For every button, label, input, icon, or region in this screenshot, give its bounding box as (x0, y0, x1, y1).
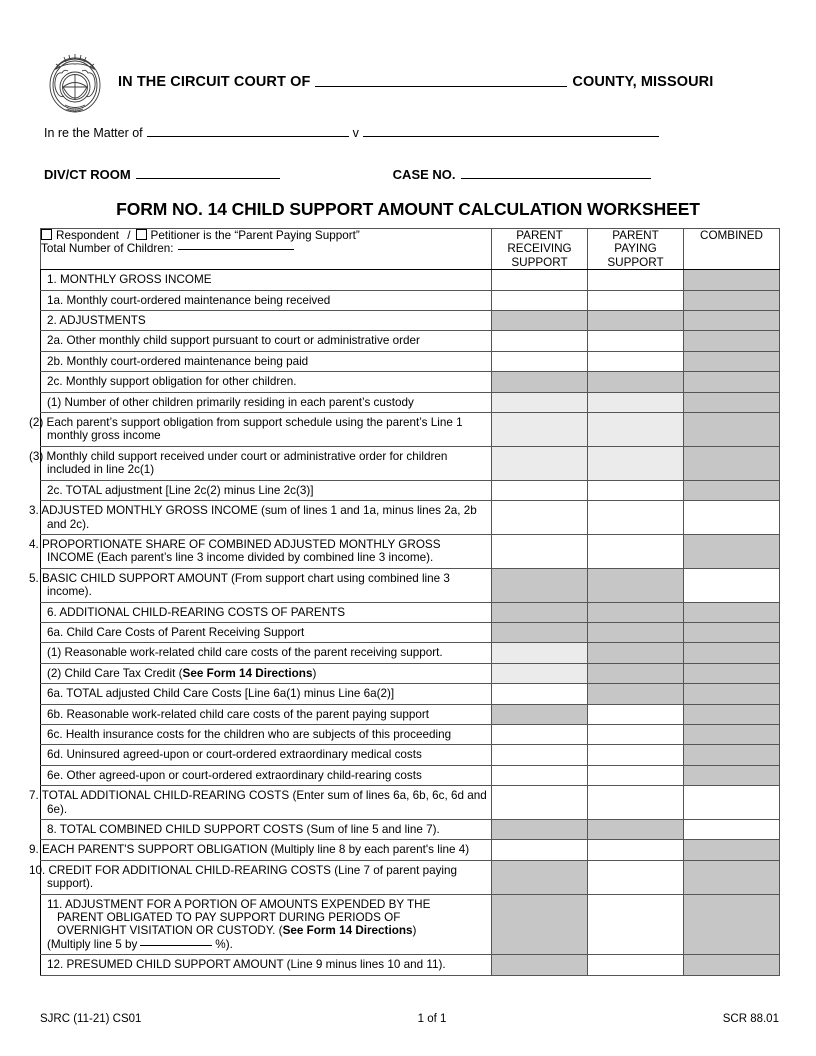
row-2c2-combined-blocked (684, 413, 780, 447)
total-children-field (41, 242, 491, 255)
row-6a2-receiving-input[interactable] (492, 663, 588, 683)
row-2-label: 2. ADJUSTMENTS (41, 311, 492, 331)
row-6e-label: 6e. Other agreed-upon or court-ordered extraordinary child-rearing costs (41, 765, 492, 785)
table-row-2c3 (41, 446, 780, 480)
row-8-paying-blocked (588, 820, 684, 840)
missouri-state-seal-icon (44, 47, 106, 117)
court-heading-text (118, 74, 713, 90)
row-6e-receiving-input[interactable] (492, 765, 588, 785)
col2-line1: PARENT (612, 229, 659, 242)
table-row-9 (41, 840, 780, 860)
court-caption (44, 44, 776, 182)
court-prefix-label: IN THE CIRCUIT COURT OF (118, 74, 311, 90)
petitioner-label: Petitioner is the “Parent Paying Support” (150, 229, 360, 242)
table-row-2 (41, 311, 780, 331)
table-row-7 (41, 786, 780, 820)
petitioner-checkbox[interactable] (136, 229, 147, 240)
checkbox-separator: / (127, 229, 131, 242)
row-10-paying-input[interactable] (588, 860, 684, 894)
party-selection-cell (41, 229, 492, 270)
row-6a2-text-post: ) (312, 666, 317, 680)
court-suffix-label: COUNTY, MISSOURI (572, 74, 714, 90)
row-10-combined-blocked (684, 860, 780, 894)
row-11-receiving-blocked (492, 894, 588, 955)
table-row-6 (41, 602, 780, 622)
table-row-6a1 (41, 643, 780, 663)
row-1a-label: 1a. Monthly court-ordered maintenance being received (41, 290, 492, 310)
row-6b-label: 6b. Reasonable work-related child care costs of the parent paying support (41, 704, 492, 724)
row-2b-combined-blocked (684, 351, 780, 371)
row-6a2-text-bold: See Form 14 Directions (182, 666, 313, 680)
row-2c3-label: (3) Monthly child support received under court or administrative order for children included in line 2c(1) (41, 446, 492, 480)
court-heading-line (44, 44, 776, 120)
row-12-receiving-blocked (492, 955, 588, 975)
row-6-combined-blocked (684, 602, 780, 622)
table-row-11 (41, 894, 780, 955)
row-11-line1: 11. ADJUSTMENT FOR A PORTION OF AMOUNTS EXPENDED BY THE (47, 897, 431, 911)
row-6a-receiving-blocked (492, 622, 588, 642)
row-5-label: 5. BASIC CHILD SUPPORT AMOUNT (From support chart using combined line 3 income). (41, 568, 492, 602)
row-12-label: 12. PRESUMED CHILD SUPPORT AMOUNT (Line 9 minus lines 10 and 11). (41, 955, 492, 975)
row-6d-combined-blocked (684, 745, 780, 765)
case-no-blank[interactable] (461, 177, 651, 179)
row-2-paying-blocked (588, 311, 684, 331)
row-6a-total-receiving-input[interactable] (492, 684, 588, 704)
table-row-6e (41, 765, 780, 785)
row-2b-label: 2b. Monthly court-ordered maintenance being paid (41, 351, 492, 371)
row-1a-receiving-input[interactable] (492, 290, 588, 310)
row-3-combined-input[interactable] (684, 501, 780, 535)
row-7-receiving-input[interactable] (492, 786, 588, 820)
county-blank-line[interactable] (315, 85, 567, 87)
footer-form-code: SJRC (11-21) CS01 (40, 1013, 142, 1025)
row-5-paying-blocked (588, 568, 684, 602)
row-1-paying-input[interactable] (588, 270, 684, 290)
table-row-2c (41, 372, 780, 392)
row-2c-total-label: 2c. TOTAL adjustment [Line 2c(2) minus Line 2c(3)] (41, 480, 492, 500)
row-6e-combined-blocked (684, 765, 780, 785)
row-1-combined-blocked (684, 270, 780, 290)
row-11-multiply-pre: (Multiply line 5 by (47, 937, 138, 951)
row-6-paying-blocked (588, 602, 684, 622)
row-7-combined-input[interactable] (684, 786, 780, 820)
table-row-6c (41, 724, 780, 744)
row-9-combined-blocked (684, 840, 780, 860)
footer-rule-citation: SCR 88.01 (722, 1013, 779, 1025)
row-11-line2: PARENT OBLIGATED TO PAY SUPPORT DURING PERIODS OF (57, 911, 401, 925)
parent-paying-support-checkboxes (41, 229, 491, 242)
row-2c-receiving-blocked (492, 372, 588, 392)
col2-line2: PAYING (614, 242, 657, 256)
row-2c-total-paying-input[interactable] (588, 480, 684, 500)
row-2b-receiving-input[interactable] (492, 351, 588, 371)
col3-line1: COMBINED (700, 229, 763, 242)
row-1a-combined-blocked (684, 290, 780, 310)
row-2c-total-combined-blocked (684, 480, 780, 500)
row-7-paying-input[interactable] (588, 786, 684, 820)
row-6d-paying-input[interactable] (588, 745, 684, 765)
row-2c3-receiving-input[interactable] (492, 446, 588, 480)
column-header-parent-receiving (492, 229, 588, 270)
page-title: FORM NO. 14 CHILD SUPPORT AMOUNT CALCULATION WORKSHEET (116, 199, 700, 219)
row-1-receiving-input[interactable] (492, 270, 588, 290)
row-5-combined-input[interactable] (684, 568, 780, 602)
col1-line3: SUPPORT (511, 255, 568, 269)
col1-line2: RECEIVING (507, 242, 572, 256)
row-6a-total-paying-blocked (588, 684, 684, 704)
row-6e-paying-input[interactable] (588, 765, 684, 785)
row-6b-combined-blocked (684, 704, 780, 724)
row-2a-label: 2a. Other monthly child support pursuant to court or administrative order (41, 331, 492, 351)
row-11-line3-pre: OVERNIGHT VISITATION OR CUSTODY. ( (57, 924, 283, 938)
table-row-1 (41, 270, 780, 290)
row-11-combined-blocked (684, 894, 780, 955)
row-6a1-receiving-input[interactable] (492, 643, 588, 663)
row-6a-total-label: 6a. TOTAL adjusted Child Care Costs [Line 6a(1) minus Line 6a(2)] (41, 684, 492, 704)
row-6a1-label: (1) Reasonable work-related child care costs of the parent receiving support. (41, 643, 492, 663)
row-6a2-combined-blocked (684, 663, 780, 683)
row-6a-combined-blocked (684, 622, 780, 642)
footer-page-number: 1 of 1 (417, 1013, 447, 1025)
row-6c-combined-blocked (684, 724, 780, 744)
row-2-receiving-blocked (492, 311, 588, 331)
row-11-line3-post: ) (412, 924, 417, 938)
row-10-label: 10. CREDIT FOR ADDITIONAL CHILD-REARING COSTS (Line 7 of parent paying support). (41, 860, 492, 894)
table-row-6d (41, 745, 780, 765)
row-10-receiving-blocked (492, 860, 588, 894)
row-11-line4 (47, 937, 487, 951)
row-9-receiving-input[interactable] (492, 840, 588, 860)
row-9-label: 9. EACH PARENT'S SUPPORT OBLIGATION (Multiply line 8 by each parent's line 4) (41, 840, 492, 860)
table-row-6a (41, 622, 780, 642)
table-row-6a-total (41, 684, 780, 704)
petitioner-name-blank[interactable] (147, 135, 349, 137)
row-6a2-label (41, 663, 492, 683)
row-8-label: 8. TOTAL COMBINED CHILD SUPPORT COSTS (Sum of line 5 and line 7). (41, 820, 492, 840)
row-2a-combined-blocked (684, 331, 780, 351)
respondent-name-blank[interactable] (363, 135, 659, 137)
row-11-line3-bold: See Form 14 Directions (282, 924, 413, 938)
table-row-2c1 (41, 392, 780, 412)
table-row-10 (41, 860, 780, 894)
row-4-receiving-input[interactable] (492, 534, 588, 568)
table-row-2b (41, 351, 780, 371)
row-11-multiply-post: %). (215, 937, 233, 951)
respondent-checkbox[interactable] (41, 229, 52, 240)
row-6c-label: 6c. Health insurance costs for the children who are subjects of this proceeding (41, 724, 492, 744)
row-2c1-receiving-input[interactable] (492, 392, 588, 412)
total-children-blank[interactable] (178, 248, 294, 250)
row-6a2-text-pre: (2) Child Care Tax Credit ( (47, 666, 183, 680)
row-6a2-paying-blocked (588, 663, 684, 683)
row-6a1-paying-blocked (588, 643, 684, 663)
table-row-1a (41, 290, 780, 310)
row-6-receiving-blocked (492, 602, 588, 622)
div-room-blank[interactable] (136, 177, 280, 179)
row-2b-paying-input[interactable] (588, 351, 684, 371)
col1-line1: PARENT (516, 229, 563, 242)
row-3-label: 3. ADJUSTED MONTHLY GROSS INCOME (sum of lines 1 and 1a, minus lines 2a, 2b and 2c). (41, 501, 492, 535)
row-1-label: 1. MONTHLY GROSS INCOME (41, 270, 492, 290)
table-row-5 (41, 568, 780, 602)
table-row-6b (41, 704, 780, 724)
row-2c3-paying-input[interactable] (588, 446, 684, 480)
row-9-paying-input[interactable] (588, 840, 684, 860)
row-2-combined-blocked (684, 311, 780, 331)
row-11-paying-input[interactable] (588, 894, 684, 955)
row-1a-paying-input[interactable] (588, 290, 684, 310)
row-2c2-receiving-input[interactable] (492, 413, 588, 447)
row-2c-label: 2c. Monthly support obligation for other children. (41, 372, 492, 392)
table-row-6a2 (41, 663, 780, 683)
row-2a-receiving-input[interactable] (492, 331, 588, 351)
table-row-2a (41, 331, 780, 351)
row-12-paying-input[interactable] (588, 955, 684, 975)
row-3-receiving-input[interactable] (492, 501, 588, 535)
row-8-receiving-blocked (492, 820, 588, 840)
case-no-label: CASE NO. (392, 167, 456, 182)
row-6b-receiving-blocked (492, 704, 588, 724)
table-row-2c2 (41, 413, 780, 447)
respondent-label: Respondent (56, 229, 120, 242)
div-room-label: DIV/CT ROOM (44, 167, 131, 182)
row-7-label: 7. TOTAL ADDITIONAL CHILD-REARING COSTS (Enter sum of lines 6a, 6b, 6c, 6d and 6e). (41, 786, 492, 820)
page-footer (40, 1013, 779, 1025)
row-4-paying-input[interactable] (588, 534, 684, 568)
table-row-8 (41, 820, 780, 840)
row-2c2-label: (2) Each parent’s support obligation from support schedule using the parent’s Line 1 monthly gross income (41, 413, 492, 447)
row-2c-paying-blocked (588, 372, 684, 392)
matter-line (44, 126, 776, 140)
row-6d-label: 6d. Uninsured agreed-upon or court-ordered extraordinary medical costs (41, 745, 492, 765)
matter-label: In re the Matter of (44, 126, 143, 140)
row-6c-paying-input[interactable] (588, 724, 684, 744)
total-children-label: Total Number of Children: (41, 242, 174, 256)
row-11-label (41, 894, 492, 955)
row-4-combined-blocked (684, 534, 780, 568)
table-header-row (41, 229, 780, 270)
row-2c2-paying-input[interactable] (588, 413, 684, 447)
table-row-12 (41, 955, 780, 975)
row-4-label: 4. PROPORTIONATE SHARE OF COMBINED ADJUSTED MONTHLY GROSS INCOME (Each parent’s line 3 income divided by combined line 3 income). (41, 534, 492, 568)
row-11-line3 (57, 924, 487, 938)
row-6b-paying-input[interactable] (588, 704, 684, 724)
table-row-2c-total (41, 480, 780, 500)
row-12-combined-blocked (684, 955, 780, 975)
row-6a1-combined-blocked (684, 643, 780, 663)
row-2c1-combined-blocked (684, 392, 780, 412)
child-support-worksheet-table (29, 228, 780, 976)
row-6c-receiving-input[interactable] (492, 724, 588, 744)
versus-label: v (352, 126, 359, 140)
row-2c1-label: (1) Number of other children primarily residing in each parent’s custody (41, 392, 492, 412)
row-2a-paying-input[interactable] (588, 331, 684, 351)
row-11-percent-blank[interactable] (140, 944, 212, 946)
row-6a-label: 6a. Child Care Costs of Parent Receiving Support (41, 622, 492, 642)
div-case-line (44, 167, 776, 182)
column-header-combined (684, 229, 780, 270)
row-2c1-paying-input[interactable] (588, 392, 684, 412)
row-6d-receiving-input[interactable] (492, 745, 588, 765)
row-5-receiving-blocked (492, 568, 588, 602)
table-row-3 (41, 501, 780, 535)
column-header-parent-paying (588, 229, 684, 270)
svg-text:MISSOURI: MISSOURI (66, 108, 81, 112)
table-row-4 (41, 534, 780, 568)
row-8-combined-input[interactable] (684, 820, 780, 840)
row-2c3-combined-blocked (684, 446, 780, 480)
row-6a-total-combined-blocked (684, 684, 780, 704)
col2-line3: SUPPORT (607, 255, 664, 269)
row-3-paying-input[interactable] (588, 501, 684, 535)
row-6-label: 6. ADDITIONAL CHILD-REARING COSTS OF PARENTS (41, 602, 492, 622)
row-2c-combined-blocked (684, 372, 780, 392)
row-2c-total-receiving-input[interactable] (492, 480, 588, 500)
row-6a-paying-blocked (588, 622, 684, 642)
